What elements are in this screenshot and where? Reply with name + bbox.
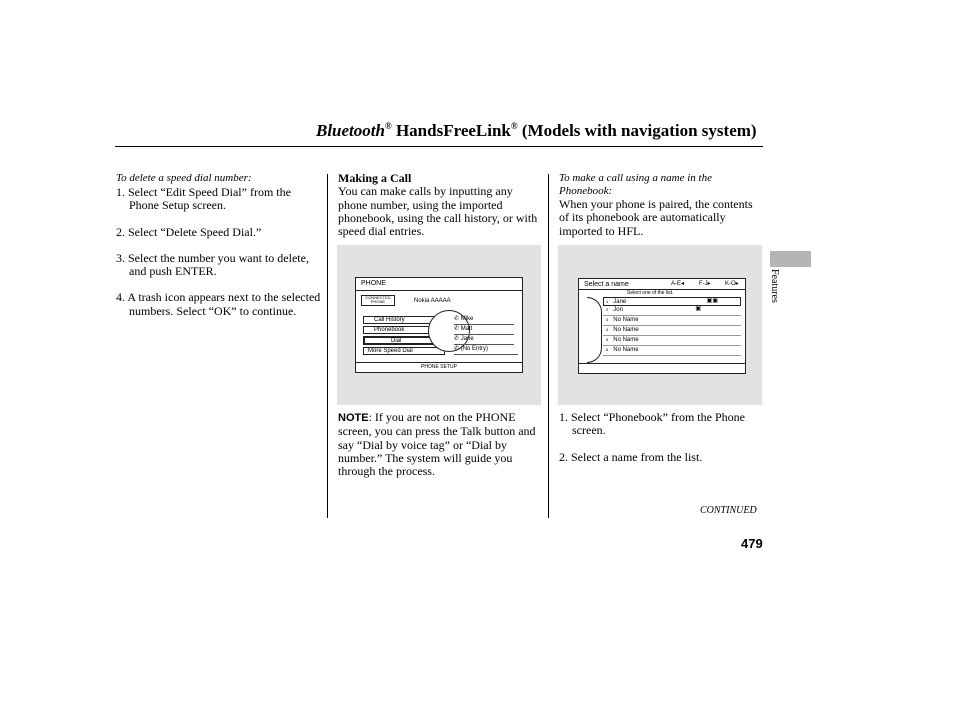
row-number: 4 (606, 327, 609, 332)
phone-type-icon: ▣ (695, 306, 701, 312)
speed-dial-entry[interactable]: ✆ Mike (454, 316, 514, 325)
page-number: 479 (741, 536, 763, 551)
making-call-body: You can make calls by inputting any phone number, using the imported phonebook, using the call history, or with speed dial entries. (338, 184, 538, 239)
col3-step: 2. Select a name from the list. (559, 449, 703, 464)
speed-dial-entry[interactable]: ✆ Matt (454, 326, 514, 335)
making-call-heading: Making a Call (338, 171, 412, 185)
connected-phone-badge: CONNECTED PHONE (361, 295, 395, 306)
column-2 (338, 172, 543, 238)
phonebook-screen (578, 278, 746, 374)
device-name: Nokia AAAAA (414, 298, 451, 304)
column-divider-1 (327, 174, 328, 518)
col1-step: 1. Select “Edit Speed Dial” from the Phone Setup screen. (116, 185, 291, 213)
section-label-text: Features (769, 269, 780, 303)
row-number: 5 (606, 337, 609, 342)
title-italic: Bluetooth (316, 121, 385, 140)
col3-steps (559, 411, 759, 477)
header-rule (115, 146, 763, 147)
list-item[interactable] (603, 297, 741, 306)
list-item[interactable] (603, 336, 741, 346)
note-text: : If you are not on the PHONE screen, you can press the Talk button and say “Dial by voice tag” or “Dial by number.” The system will guide you through the process. (338, 410, 536, 479)
col1-step: 2. Select “Delete Speed Dial.” (116, 224, 262, 239)
phone-screen-image (337, 245, 541, 405)
column-divider-2 (548, 174, 549, 518)
row-name: No Name (613, 337, 639, 343)
phonebook-title: Select a name (584, 281, 629, 288)
phone-screen (355, 277, 523, 373)
phone-menu (358, 314, 518, 360)
menu-call-history[interactable]: Call History (363, 316, 445, 324)
section-tab (770, 251, 811, 267)
col1-step: 4. A trash icon appears next to the selected numbers. Select “OK” to continue. (116, 290, 321, 318)
column-1 (116, 172, 321, 331)
col1-step: 3. Select the number you want to delete, and push ENTER. (116, 250, 309, 279)
page-title (316, 121, 757, 141)
menu-phonebook[interactable]: Phonebook (363, 326, 445, 334)
list-dial-arc (587, 297, 602, 363)
column-3 (559, 172, 759, 238)
phone-setup-footer[interactable]: PHONE SETUP (421, 364, 457, 370)
tab-label: A-E (671, 281, 682, 287)
name-list (603, 297, 741, 356)
continued-label: CONTINUED (700, 505, 757, 516)
alpha-tab[interactable]: F-J▸ (699, 281, 711, 287)
row-name: No Name (613, 347, 639, 353)
phone-type-icon: ▣▣ (706, 298, 718, 304)
speed-dial-name: Matt (460, 326, 473, 332)
section-label (764, 267, 784, 317)
note-label: NOTE (338, 412, 369, 424)
title-sup2: ® (510, 121, 518, 131)
speed-dial-entry[interactable]: ✆ Jane (454, 336, 514, 345)
phonebook-screen-image (558, 245, 762, 405)
phonebook-subtitle: Select one of the list. (627, 290, 674, 296)
menu-more-speed-dial[interactable]: More Speed Dial (363, 347, 445, 355)
list-item[interactable] (603, 316, 741, 326)
speed-dial-name: Jane (460, 336, 474, 342)
list-item[interactable] (603, 346, 741, 356)
tab-label: K-O (725, 281, 736, 287)
row-number: 2 (606, 307, 609, 312)
row-name: Jon (613, 307, 623, 313)
title-rest: (Models with navigation system) (517, 121, 757, 140)
title-main: HandsFreeLink (391, 121, 511, 140)
col3-body: When your phone is paired, the contents of its phonebook are automatically imported to HFL. (559, 197, 753, 238)
col3-heading: To make a call using a name in the Phonebook: (559, 172, 712, 197)
row-number: 3 (606, 317, 609, 322)
row-name: No Name (613, 317, 639, 323)
speed-dial-name: (No Entry) (460, 346, 489, 352)
list-item[interactable] (603, 326, 741, 336)
row-number: 1 (606, 299, 609, 304)
row-number: 6 (606, 347, 609, 352)
row-name: No Name (613, 327, 639, 333)
title-sup1: ® (384, 121, 392, 131)
alpha-tab[interactable]: A-E◂ (671, 281, 685, 287)
menu-dial[interactable]: Dial (363, 336, 445, 345)
row-name: Jane (613, 299, 627, 305)
phone-screen-title: PHONE (361, 280, 386, 287)
speed-dial-name: Mike (460, 316, 474, 322)
col3-step: 1. Select “Phonebook” from the Phone screen. (559, 410, 745, 438)
note (338, 411, 543, 478)
list-item[interactable] (603, 306, 741, 316)
col1-heading: To delete a speed dial number: (116, 172, 252, 184)
tab-label: F-J (699, 281, 708, 287)
col1-steps (116, 186, 321, 318)
speed-dial-entry[interactable]: ✆ (No Entry) (454, 346, 518, 355)
alpha-tab[interactable]: K-O▸ (725, 281, 739, 287)
